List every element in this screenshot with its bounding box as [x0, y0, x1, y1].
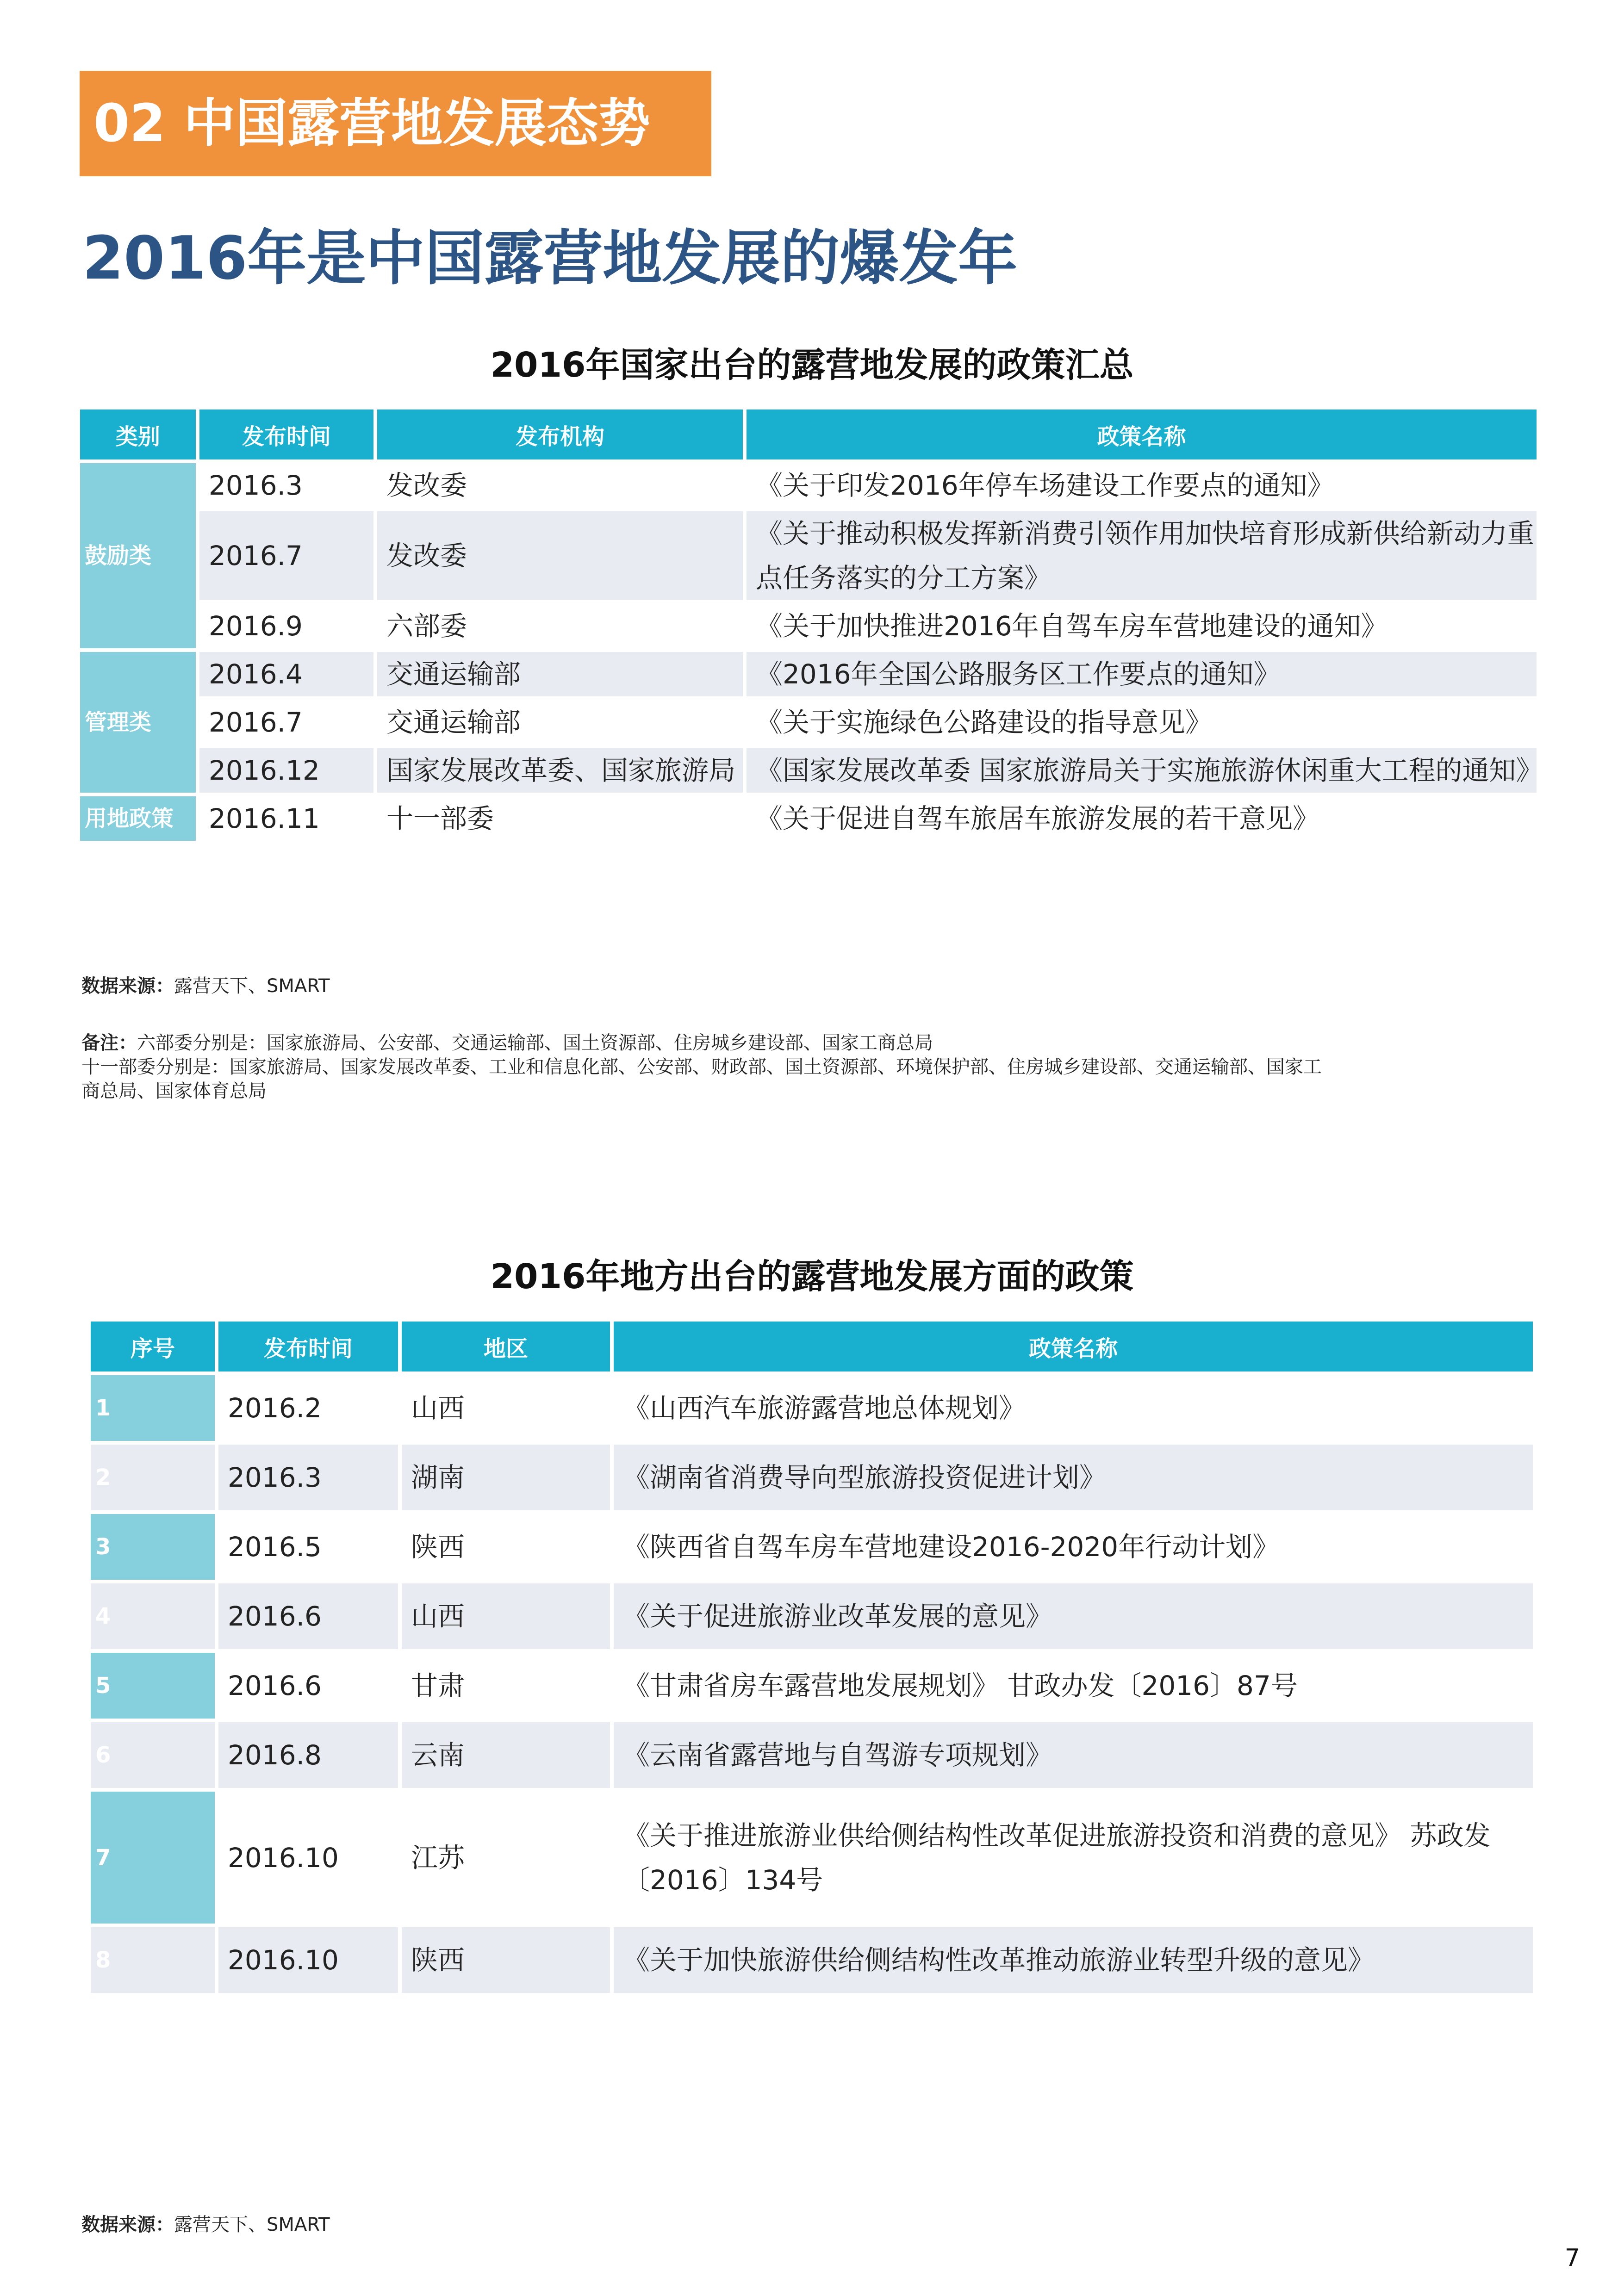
row-number-cell: 2 — [91, 1445, 215, 1510]
policy-cell: 《湖南省消费导向型旅游投资促进计划》 — [614, 1445, 1533, 1510]
region-cell: 湖南 — [402, 1445, 610, 1510]
table-row — [80, 652, 1537, 696]
org-cell: 发改委 — [386, 470, 467, 501]
region-cell: 陕西 — [402, 1927, 610, 1993]
region-cell: 山西 — [402, 1583, 610, 1649]
source-text: 露营天下、SMART — [174, 975, 330, 997]
date-cell: 2016.9 — [209, 610, 303, 642]
org-cell: 交通运输部 — [386, 707, 521, 738]
date-cell: 2016.7 — [199, 511, 373, 600]
policy-cell: 《关于印发2016年停车场建设工作要点的通知》 — [756, 470, 1334, 501]
policy-cell: 《关于推进旅游业供给侧结构性改革促进旅游投资和消费的意见》 苏政发〔2016〕134号 — [623, 1819, 1491, 1896]
source-text: 露营天下、SMART — [174, 2214, 330, 2235]
source-note-1 — [81, 974, 330, 998]
policy-cell: 《关于推动积极发挥新消费引领作用加快培育形成新供给新动力重点任务落实的分工方案》 — [747, 511, 1537, 600]
source-note-2 — [81, 2213, 330, 2237]
region-cell: 云南 — [402, 1722, 610, 1788]
row-number-cell: 8 — [91, 1927, 215, 1993]
table2-title: 2016年地方出台的露营地发展方面的政策 — [490, 1257, 1134, 1297]
category-cell: 管理类 — [80, 652, 196, 793]
table-row — [91, 1653, 1533, 1719]
col-header-org: 发布机构 — [377, 410, 743, 459]
policy-cell: 《陕西省自驾车房车营地建设2016-2020年行动计划》 — [623, 1531, 1280, 1563]
org-cell: 六部委 — [386, 610, 467, 642]
national-policy-table — [76, 406, 1543, 844]
org-cell: 交通运输部 — [377, 652, 743, 696]
page-headline: 2016年是中国露营地发展的爆发年 — [82, 224, 1018, 293]
table-row — [80, 700, 1537, 745]
local-policy-table — [87, 1318, 1537, 1997]
date-cell: 2016.3 — [209, 470, 303, 501]
remark-line-1: 六部委分别是：国家旅游局、公安部、交通运输部、国土资源部、住房城乡建设部、国家工商总局 — [137, 1032, 933, 1054]
policy-cell: 《2016年全国公路服务区工作要点的通知》 — [747, 652, 1537, 696]
date-cell: 2016.10 — [228, 1842, 339, 1874]
source-label: 数据来源： — [81, 2214, 174, 2235]
table-row — [80, 748, 1537, 793]
remark-note — [81, 1031, 933, 1055]
row-number-cell: 5 — [91, 1653, 215, 1719]
col-header-date: 发布时间 — [199, 410, 373, 459]
table-header-row — [80, 410, 1537, 459]
page-number: 7 — [1564, 2244, 1580, 2272]
table-row — [91, 1792, 1533, 1924]
policy-cell: 《关于加快推进2016年自驾车房车营地建设的通知》 — [756, 610, 1388, 642]
table-row — [91, 1722, 1533, 1788]
region-cell: 陕西 — [411, 1531, 465, 1563]
policy-cell: 《山西汽车旅游露营地总体规划》 — [623, 1392, 1026, 1424]
row-number-cell: 3 — [91, 1514, 215, 1580]
row-number-cell: 6 — [91, 1722, 215, 1788]
col-header-no: 序号 — [91, 1322, 215, 1371]
category-cell: 鼓励类 — [80, 463, 196, 648]
date-cell: 2016.5 — [228, 1531, 322, 1563]
date-cell: 2016.7 — [209, 707, 303, 738]
policy-cell: 《关于促进自驾车旅居车旅游发展的若干意见》 — [756, 803, 1320, 834]
org-cell: 十一部委 — [386, 803, 494, 834]
table-row — [80, 604, 1537, 648]
section-tag: 02 中国露营地发展态势 — [80, 71, 711, 176]
org-cell: 国家发展改革委、国家旅游局 — [377, 748, 743, 793]
date-cell: 2016.6 — [228, 1670, 322, 1701]
col-header-policy: 政策名称 — [614, 1322, 1533, 1371]
region-cell: 山西 — [411, 1392, 465, 1424]
table-row — [91, 1375, 1533, 1441]
remark-line-2: 十一部委分别是：国家旅游局、国家发展改革委、工业和信息化部、公安部、财政部、国土资源部、环境保护部、住房城乡建设部、交通运输部、国家工 — [81, 1056, 1322, 1078]
policy-cell: 《国家发展改革委 国家旅游局关于实施旅游休闲重大工程的通知》 — [747, 748, 1537, 793]
table-row — [91, 1445, 1533, 1510]
date-cell: 2016.4 — [199, 652, 373, 696]
org-cell: 发改委 — [377, 511, 743, 600]
source-label: 数据来源： — [81, 975, 174, 997]
region-cell: 甘肃 — [411, 1670, 465, 1701]
policy-cell: 《关于加快旅游供给侧结构性改革推动旅游业转型升级的意见》 — [614, 1927, 1533, 1993]
table-row — [91, 1583, 1533, 1649]
date-cell: 2016.6 — [218, 1583, 398, 1649]
date-cell: 2016.3 — [218, 1445, 398, 1510]
table1-title: 2016年国家出台的露营地发展的政策汇总 — [490, 345, 1134, 385]
col-header-region: 地区 — [402, 1322, 610, 1371]
table-row — [80, 511, 1537, 600]
policy-cell: 《关于实施绿色公路建设的指导意见》 — [756, 707, 1213, 738]
row-number-cell: 1 — [91, 1375, 215, 1441]
table-row — [80, 463, 1537, 508]
date-cell: 2016.8 — [218, 1722, 398, 1788]
region-cell: 江苏 — [411, 1842, 465, 1874]
table-header-row — [91, 1322, 1533, 1371]
table-row — [91, 1514, 1533, 1580]
policy-cell: 《云南省露营地与自驾游专项规划》 — [614, 1722, 1533, 1788]
col-header-date: 发布时间 — [218, 1322, 398, 1371]
date-cell: 2016.11 — [209, 803, 320, 834]
row-number-cell: 7 — [91, 1792, 215, 1924]
policy-cell: 《甘肃省房车露营地发展规划》 甘政办发〔2016〕87号 — [623, 1670, 1298, 1701]
table-row — [80, 796, 1537, 841]
policy-cell: 《关于促进旅游业改革发展的意见》 — [614, 1583, 1533, 1649]
table-row — [91, 1927, 1533, 1993]
row-number-cell: 4 — [91, 1583, 215, 1649]
category-cell: 用地政策 — [80, 796, 196, 841]
col-header-category: 类别 — [80, 410, 196, 459]
remark-line-3: 商总局、国家体育总局 — [81, 1080, 267, 1102]
date-cell: 2016.10 — [218, 1927, 398, 1993]
col-header-policy: 政策名称 — [747, 410, 1537, 459]
date-cell: 2016.12 — [199, 748, 373, 793]
date-cell: 2016.2 — [228, 1392, 322, 1424]
remark-label: 备注： — [81, 1032, 137, 1054]
